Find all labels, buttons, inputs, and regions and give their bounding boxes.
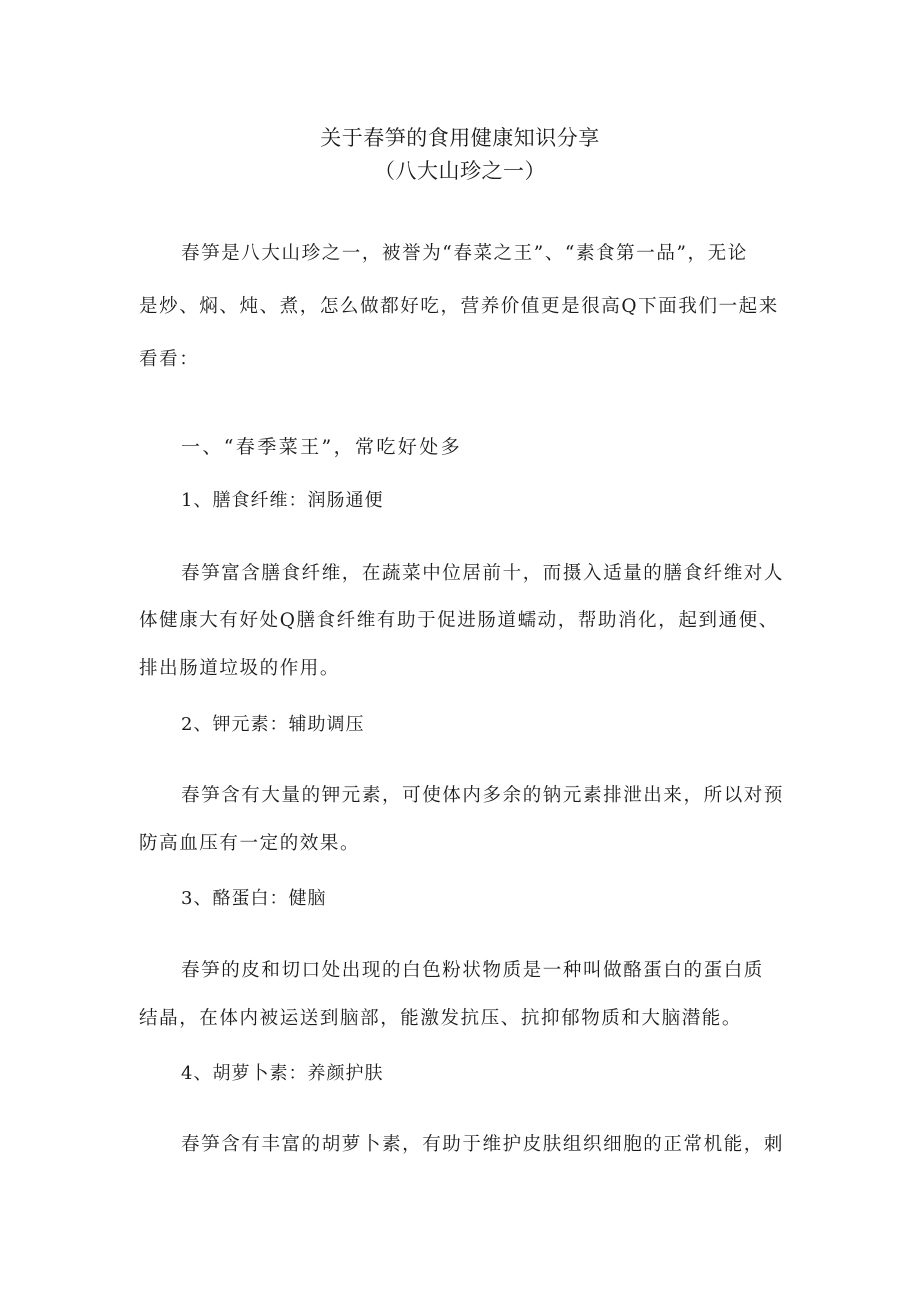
section-heading: 一、“春季菜王”，常吃好处多 xyxy=(181,436,463,458)
item-1-line-2: 体健康大有好处Q膳食纤维有助于促进肠道蠕动，帮助消化，起到通便、 xyxy=(139,610,779,631)
document-subtitle: （八大山珍之一） xyxy=(374,159,546,183)
item-3-label: 3、酪蛋白：健脑 xyxy=(181,888,327,909)
item-3-line-1: 春笋的皮和切口处出现的白色粉状物质是一种叫做酪蛋白的蛋白质 xyxy=(181,960,764,981)
intro-line-1: 春笋是八大山珍之一，被誉为“春菜之王”、“素食第一品”，无论 xyxy=(181,243,748,264)
document-title: 关于春笋的食用健康知识分享 xyxy=(320,126,600,150)
item-4-line-1: 春笋含有丰富的胡萝卜素，有助于维护皮肤组织细胞的正常机能，刺 xyxy=(181,1134,785,1155)
item-2-line-2: 防高血压有一定的效果。 xyxy=(139,833,361,854)
item-1-line-1: 春笋富含膳食纤维，在蔬菜中位居前十，而摄入适量的膳食纤维对人 xyxy=(181,563,785,584)
intro-line-3: 看看： xyxy=(139,349,200,370)
item-1-line-3: 排出肠道垃圾的作用。 xyxy=(139,658,341,679)
item-3-line-2: 结晶，在体内被运送到脑部，能激发抗压、抗抑郁物质和大脑潜能。 xyxy=(139,1008,743,1029)
intro-line-2: 是炒、焖、炖、煮，怎么做都好吃，营养价值更是很高Q下面我们一起来 xyxy=(139,296,779,317)
item-1-label: 1、膳食纤维：润肠通便 xyxy=(181,490,384,511)
item-4-label: 4、胡萝卜素：养颜护肤 xyxy=(181,1063,384,1084)
item-2-label: 2、钾元素：辅助调压 xyxy=(181,714,365,735)
item-2-line-1: 春笋含有大量的钾元素，可使体内多余的钠元素排泄出来，所以对预 xyxy=(181,785,785,806)
